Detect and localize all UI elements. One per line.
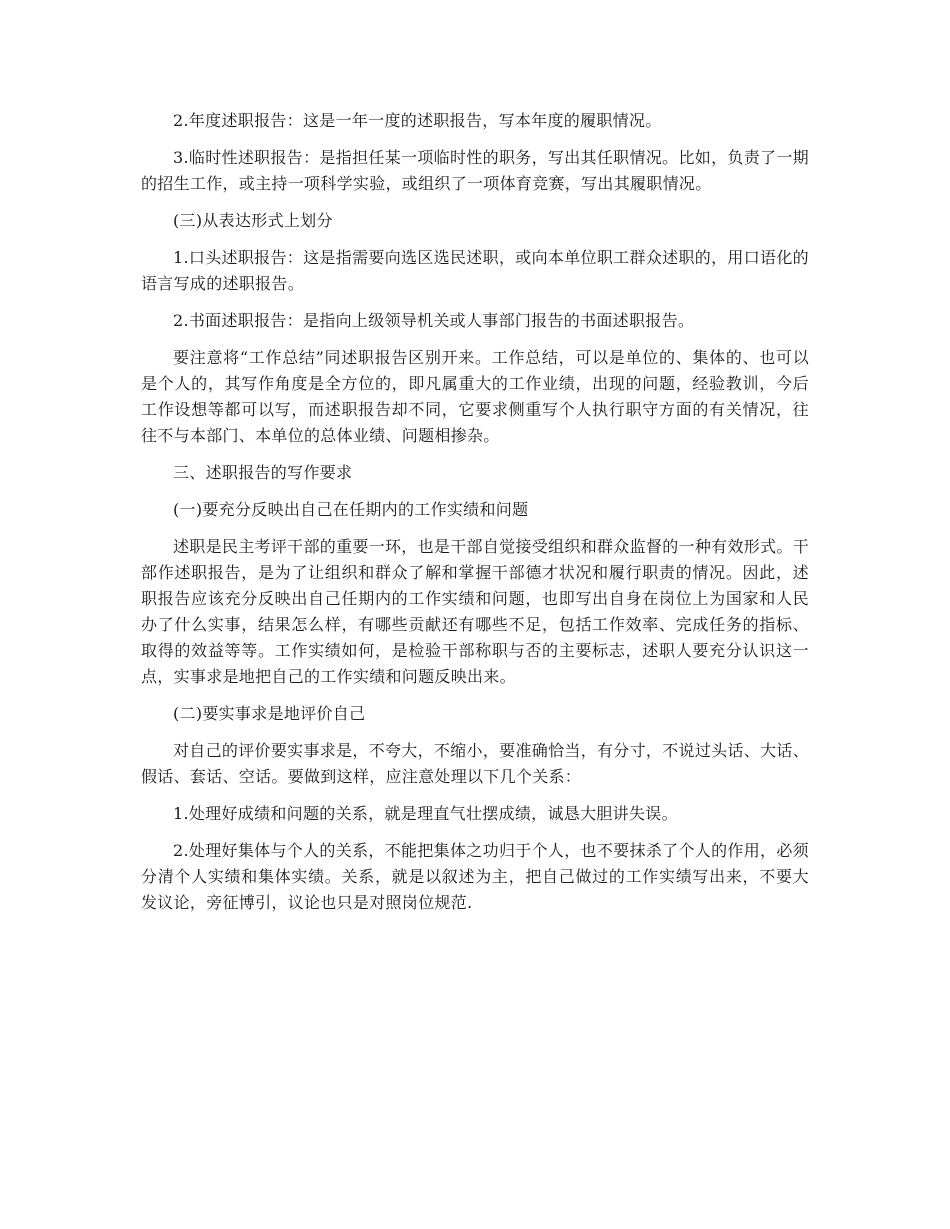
list-item-achievements-problems: 1.处理好成绩和问题的关系，就是理直气壮摆成绩，诚恳大胆讲失误。 (173, 804, 678, 823)
document-body (141, 108, 809, 927)
subsection-heading-self-evaluation: (二)要实事求是地评价自己 (173, 704, 366, 723)
paragraph-written-report: 2.书面述职报告：是指向上级领导机关或人事部门报告的书面述职报告。 (173, 311, 695, 330)
paragraph-self-evaluation-detail: 对自己的评价要实事求是，不夸大，不缩小，要准确恰当，有分寸，不说过头话、大话、假话、套话、空话。要做到这样，应注意处理以下几个关系： (141, 741, 809, 786)
section-heading-expression-form: (三)从表达形式上划分 (173, 211, 333, 230)
paragraph-temporary-report: 3.临时性述职报告：是指担任某一项临时性的职务，写出其任职情况。比如，负责了一期的招生工作，或主持一项科学实验，或组织了一项体育竞赛，写出其履职情况。 (141, 148, 809, 193)
list-item-collective-individual: 2.处理好集体与个人的关系，不能把集体之功归于个人，也不要抹杀了个人的作用，必须分清个人实绩和集体实绩。关系，就是以叙述为主，把自己做过的工作实绩写出来，不要大发议论，旁征博引，议论也只是对照岗位规范. (141, 841, 809, 912)
paragraph-annual-report: 2.年度述职报告：这是一年一度的述职报告，写本年度的履职情况。 (173, 111, 662, 130)
paragraph-performance-detail: 述职是民主考评干部的重要一环，也是干部自觉接受组织和群众监督的一种有效形式。干部作述职报告，是为了让组织和群众了解和掌握干部德才状况和履行职责的情况。因此，述职报告应该充分反映出自己任期内的工作实绩和问题，也即写出自身在岗位上为国家和人民办了什么实事，结果怎么样，有哪些贡献还有哪些不足，包括工作效率、完成任务的指标、取得的效益等等。工作实绩如何，是检验干部称职与否的主要标志，述职人要充分认识这一点，实事求是地把自己的工作实绩和问题反映出来。 (141, 537, 809, 686)
paragraph-oral-report: 1.口头述职报告：这是指需要向选区选民述职，或向本单位职工群众述职的，用口语化的语言写成的述职报告。 (141, 248, 809, 293)
subsection-heading-reflect-performance: (一)要充分反映出自己在任期内的工作实绩和问题 (173, 500, 529, 519)
section-heading-writing-requirements: 三、述职报告的写作要求 (173, 463, 353, 482)
paragraph-work-summary-distinction: 要注意将“工作总结”同述职报告区别开来。工作总结，可以是单位的、集体的、也可以是个人的，其写作角度是全方位的，即凡属重大的工作业绩，出现的问题，经验教训，今后工作设想等都可以写，而述职报告却不同，它要求侧重写个人执行职守方面的有关情况，往往不与本部门、本单位的总体业绩、问题相掺杂。 (141, 348, 809, 445)
